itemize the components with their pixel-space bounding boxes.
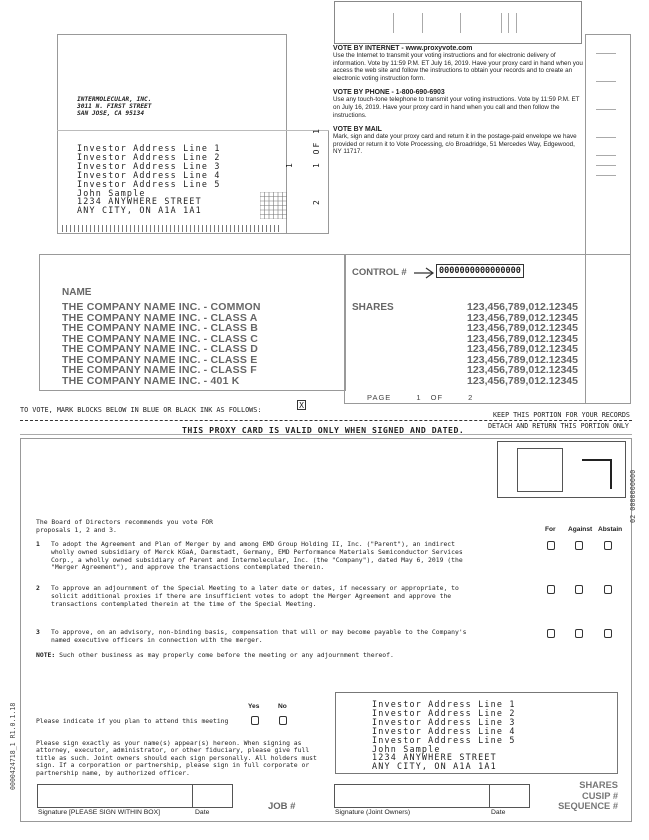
investor-address-line: John Sample [77, 187, 146, 198]
name-box [39, 254, 346, 391]
sign-instruction-line: Please sign exactly as your name(s) appear(s) hereon. When signing as [36, 739, 302, 747]
proposal-2 [36, 585, 459, 608]
investor-address-line: Investor Address Line 3 [77, 160, 221, 171]
shares-block [548, 780, 618, 812]
sign-instruction-line: attorney, executor, administrator, or other fiduciary, please give full [36, 746, 310, 755]
name-label: NAME [62, 287, 92, 298]
address-divider [57, 130, 329, 131]
share-amount: 123,456,789,012.12345 [467, 353, 578, 366]
board-recommendation [36, 518, 213, 534]
company-name: THE COMPANY NAME INC. - COMMON [62, 301, 261, 313]
p1-for-checkbox[interactable] [547, 541, 555, 550]
company-name: THE COMPANY NAME INC. - CLASS F [62, 364, 257, 376]
share-amount: 123,456,789,012.12345 [467, 343, 578, 355]
shares-block-sequence: SEQUENCE # [558, 801, 618, 811]
sign-instructions [36, 740, 317, 777]
investor-address-line: ANY CITY, ON A1A 1A1 [77, 205, 202, 216]
proposal-line: Corp., a wholly owned subsidiary of Parent and Intermolecular, Inc. (the "Company"), dated May 6, 2019 (the [51, 555, 463, 564]
scan-target [497, 441, 626, 498]
header-abstain: Abstain [598, 526, 623, 533]
side-strip-mark [596, 53, 616, 54]
investor-address-line: Investor Address Line 5 [77, 178, 221, 189]
barcode-mark [516, 13, 517, 33]
proposal-line: named executive officers in connection with the merger. [51, 635, 263, 644]
vote-internet-line: electronic voting instruction form. [333, 74, 426, 82]
side-strip-mark [596, 165, 616, 166]
proposal-number: 2 [36, 584, 40, 592]
job-label: JOB # [268, 801, 296, 812]
investor-address-top [77, 144, 221, 215]
barcode-mark [460, 13, 461, 33]
proposal-3 [36, 629, 467, 645]
shares-list [445, 302, 578, 386]
share-amount: 123,456,789,012.12345 [467, 311, 578, 324]
sign-instruction-line: title as such. Joint owners should each sign personally. All holders must [36, 753, 317, 762]
page-label: PAGE [367, 393, 392, 402]
shares-label: SHARES [352, 302, 394, 313]
detach-rule [20, 434, 632, 435]
vote-internet-line: information. Vote by 11:59 P.M. ET July 16, 2019. Have your proxy card in hand when you [333, 59, 583, 67]
vote-phone-line: Use any touch-tone telephone to transmit your voting instructions. Vote by 11:59 P.M. ET [333, 96, 580, 104]
investor-address-line: Investor Address Line 3 [372, 716, 516, 727]
company-name: THE COMPANY NAME INC. - CLASS D [62, 343, 258, 355]
page-info [367, 393, 473, 402]
mark-instruction: TO VOTE, MARK BLOCKS BELOW IN BLUE OR BLACK INK AS FOLLOWS: [20, 406, 262, 414]
vote-mail-text [333, 133, 585, 156]
p1-against-checkbox[interactable] [575, 541, 583, 550]
barcode-mark [501, 13, 502, 33]
proposal-line: To approve an adjournment of the Special Meeting to a later date or dates, if necessary or appropriate, to [51, 584, 459, 592]
note-label: NOTE: [36, 651, 56, 659]
p3-abstain-checkbox[interactable] [604, 629, 612, 638]
control-number: 0000000000000000 [436, 264, 524, 278]
vote-phone-line: on July 16, 2019. Have your proxy card in hand when you call and then follow the [333, 103, 560, 111]
proposal-line: "Merger Agreement"), and approve the transactions contemplated therein. [51, 563, 325, 572]
env-total: 1 [312, 161, 321, 168]
investor-address-line: Investor Address Line 1 [372, 699, 516, 709]
investor-address-line: John Sample [372, 743, 441, 754]
page-of: OF [430, 393, 444, 402]
valid-notice: THIS PROXY CARD IS VALID ONLY WHEN SIGNED AND DATED. [182, 425, 465, 435]
board-rec-line: proposals 1, 2 and 3. [36, 526, 117, 534]
keep-portion-note: KEEP THIS PORTION FOR YOUR RECORDS [493, 411, 630, 419]
vote-mail-line: Mark, sign and date your proxy card and return it in the postage-paid envelope we have [333, 133, 577, 141]
investor-address-line: Investor Address Line 2 [372, 707, 516, 718]
control-shares-box [344, 254, 631, 404]
company-name: THE COMPANY NAME INC. - CLASS A [62, 311, 258, 324]
investor-address-line: 1234 ANYWHERE STREET [77, 196, 202, 207]
barcode-mark [422, 13, 423, 33]
share-amount: 123,456,789,012.12345 [467, 322, 578, 334]
mark-example-box: X [297, 400, 306, 410]
proposal-number: 1 [36, 540, 40, 548]
p1-abstain-checkbox[interactable] [604, 541, 612, 550]
attend-yes-checkbox[interactable] [251, 716, 259, 725]
attend-question: Please indicate if you plan to attend this meeting [36, 717, 229, 725]
envelope-page-mark-2 [285, 161, 294, 168]
joint-signature-label: Signature (Joint Owners) [335, 809, 411, 816]
attend-yes-label: Yes [248, 703, 260, 710]
env-page: 1 [312, 127, 321, 134]
investor-address-line: Investor Address Line 4 [372, 725, 516, 736]
side-strip-mark [596, 155, 616, 156]
investor-address-line: Investor Address Line 5 [372, 734, 516, 745]
p2-against-checkbox[interactable] [575, 585, 583, 594]
header-against: Against [568, 526, 593, 533]
p3-against-checkbox[interactable] [575, 629, 583, 638]
vote-internet-line: Use the Internet to transmit your voting instructions and for electronic delivery of [333, 52, 556, 59]
side-strip-mark [596, 109, 616, 110]
vote-internet-text [333, 52, 585, 82]
investor-address-line: 1234 ANYWHERE STREET [372, 752, 497, 763]
side-strip-mark [596, 175, 616, 176]
vote-phone-line: instructions. [333, 111, 367, 119]
margin-code: 0000424718_1 R1.0.1.18 [9, 702, 17, 790]
company-address-line: INTERMOLECULAR, INC. [77, 96, 152, 103]
sign-instruction-line: partnership name, by authorized officer. [36, 768, 190, 777]
proposal-line: wholly owned subsidiary of Merck KGaA, Darmstadt, Germany, EMD Performance Materials Semiconductor Services [51, 547, 463, 556]
share-amount: 123,456,789,012.12345 [467, 301, 578, 313]
company-name: THE COMPANY NAME INC. - CLASS E [62, 353, 258, 366]
share-amount: 123,456,789,012.12345 [467, 364, 578, 376]
proposal-line: To approve, on an advisory, non-binding basis, compensation that will or may become payable to the Company's [51, 628, 467, 636]
sign-instruction-line: sign. If a corporation or partnership, please sign in full corporate or [36, 761, 310, 770]
address-box-right [286, 130, 329, 234]
proposal-line: transactions contemplated therein at the time of the Special Meeting. [51, 599, 317, 608]
vote-phone-title: VOTE BY PHONE - 1-800-690-6903 [333, 89, 445, 97]
investor-address-line: ANY CITY, ON A1A 1A1 [372, 761, 497, 772]
detach-portion-note: DETACH AND RETURN THIS PORTION ONLY [488, 422, 629, 430]
attend-no-checkbox[interactable] [279, 716, 287, 725]
side-strip-mark [596, 81, 616, 82]
shares-block-shares: SHARES [579, 780, 618, 790]
share-amount: 123,456,789,012.12345 [467, 374, 578, 387]
vote-mail-line: NY 11717. [333, 148, 363, 156]
investor-address-line: Investor Address Line 4 [77, 169, 221, 180]
investor-address-bottom [372, 700, 516, 771]
proposal-line: solicit additional proxies if there are insufficient votes to adopt the Merger Agreement and approve the [51, 591, 452, 600]
joint-date-box[interactable] [489, 784, 530, 808]
scan-target-inner [517, 448, 563, 492]
corner-mark [582, 459, 612, 489]
company-name: THE COMPANY NAME INC. - CLASS B [62, 322, 258, 334]
vote-mail-line: provided or return it to Vote Processing, c/o Broadridge, 51 Mercedes Way, Edgewood, [333, 140, 575, 148]
board-rec-line: The Board of Directors recommends you vote FOR [36, 518, 213, 526]
control-label: CONTROL # [352, 267, 407, 278]
envelope-seq-mark [312, 200, 321, 205]
note-text: Such other business as may properly come before the meeting or any adjournment thereof. [59, 651, 394, 659]
proposal-1 [36, 541, 463, 572]
company-name: THE COMPANY NAME INC. - CLASS C [62, 332, 258, 345]
header-for: For [545, 526, 556, 533]
investor-address-line: Investor Address Line 1 [77, 143, 221, 153]
barcode-mark [393, 13, 394, 33]
vote-instructions [333, 45, 585, 156]
shares-block-cusip: CUSIP # [582, 790, 618, 801]
proposal-number: 3 [36, 628, 40, 636]
company-address-line: 3011 N. FIRST STREET [77, 102, 152, 110]
barcode-mark [508, 13, 509, 33]
page-current: 1 [416, 393, 422, 402]
note [36, 651, 394, 659]
attend-no-label: No [278, 703, 287, 710]
date-box[interactable] [192, 784, 233, 808]
company-name: THE COMPANY NAME INC. - 401 K [62, 374, 240, 387]
env-page-2: 1 [285, 161, 294, 168]
page-total: 2 [468, 393, 474, 402]
joint-signature-box[interactable] [334, 784, 490, 808]
company-address [77, 97, 152, 117]
date-label: Date [195, 809, 210, 816]
vote-internet-title: VOTE BY INTERNET - www.proxyvote.com [333, 45, 473, 52]
company-address-line: SAN JOSE, CA 95134 [77, 109, 145, 117]
p3-for-checkbox[interactable] [547, 629, 555, 638]
vote-internet-line: access the web site and follow the instructions to obtain your records and to create an [333, 67, 573, 75]
detach-line [20, 420, 632, 421]
company-list [62, 302, 261, 386]
proposal-line: To adopt the Agreement and Plan of Merger by and among EMD Group Holding II, Inc. ("Parent"), an indirect [51, 540, 455, 548]
side-code: 02 0000000000 [629, 469, 637, 523]
arrow-right-icon [413, 267, 435, 279]
envelope-page-marks [312, 127, 321, 168]
postal-grid [260, 192, 287, 219]
vote-phone-text [333, 96, 585, 119]
signature-box[interactable] [37, 784, 193, 808]
p2-for-checkbox[interactable] [547, 585, 555, 594]
signature-label: Signature [PLEASE SIGN WITHIN BOX] [38, 809, 161, 816]
vote-mail-title: VOTE BY MAIL [333, 126, 382, 134]
scan-strip [334, 1, 582, 44]
side-strip-mark [596, 137, 616, 138]
env-of: OF [312, 140, 321, 155]
joint-date-label: Date [491, 809, 506, 816]
share-amount: 123,456,789,012.12345 [467, 332, 578, 345]
p2-abstain-checkbox[interactable] [604, 585, 612, 594]
env-seq: 2 [312, 200, 321, 205]
investor-address-line: Investor Address Line 2 [77, 151, 221, 162]
